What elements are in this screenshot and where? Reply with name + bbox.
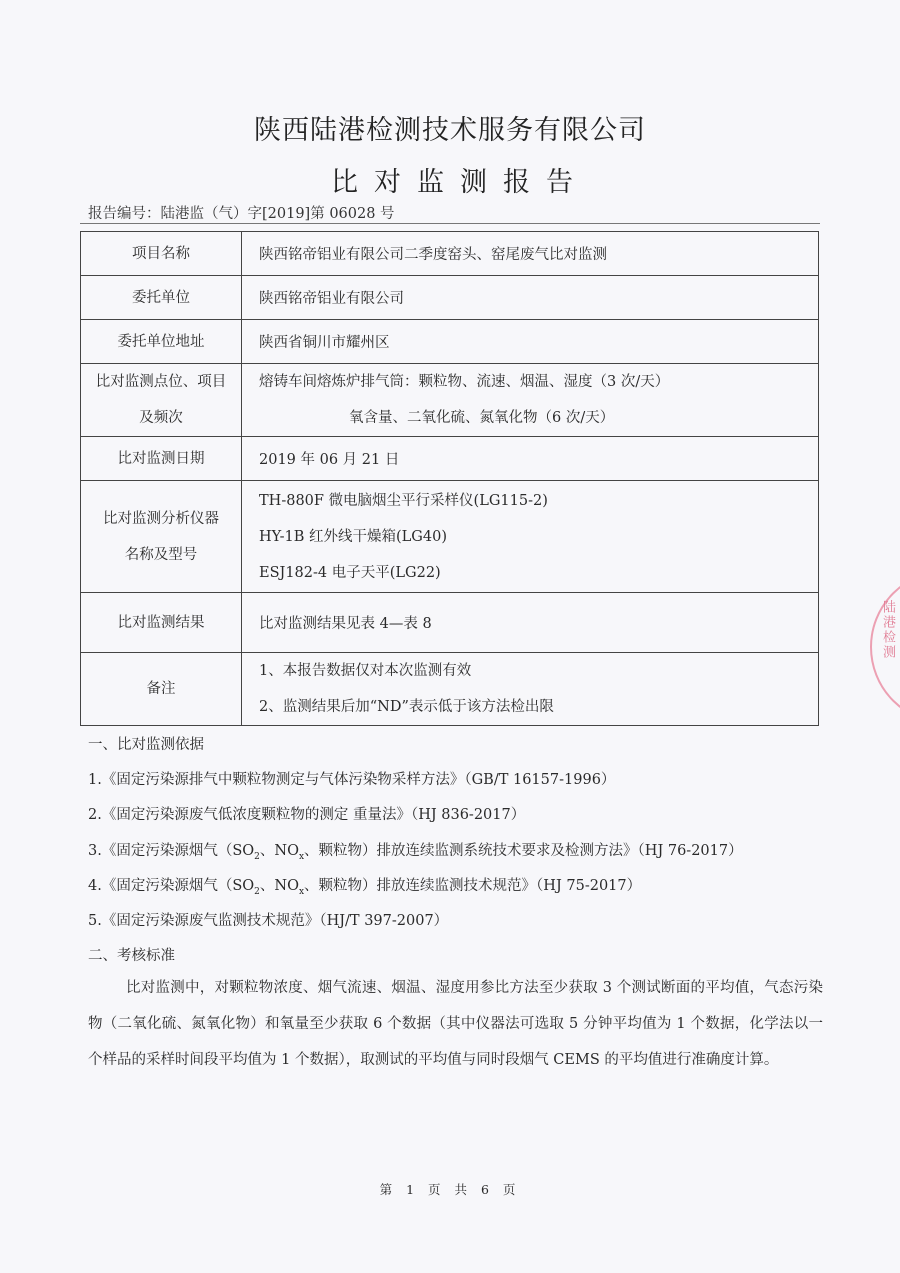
row-value [242, 653, 819, 726]
report-number-value: 陆港监（气）字[2019]第 06028 号 [160, 206, 395, 222]
row-value: 陕西省铜川市耀州区 [242, 320, 819, 364]
table-row [81, 232, 819, 276]
row-value: 陕西铭帝铝业有限公司 [242, 276, 819, 320]
table-row [81, 276, 819, 320]
row-label: 比对监测点位、项目 及频次 [81, 364, 242, 437]
section-heading-basis: 一、比对监测依据 [88, 737, 204, 753]
company-title: 陕西陆港检测技术服务有限公司 [254, 115, 646, 146]
basis-item: 4.《固定污染源烟气（$SO_2$、$NO_x$、颗粒物）排放连续监测技术规范》（HJ 75-2017） [88, 878, 642, 897]
note-item: 1、本报告数据仅对本次监测有效 [259, 663, 472, 679]
row-value: 比对监测结果见表 4—表 8 [242, 593, 819, 653]
row-label: 比对监测结果 [81, 593, 242, 653]
seal-stamp-text: 陆港检测 [880, 600, 895, 660]
basis-item: 2.《固定污染源废气低浓度颗粒物的测定 重量法》（HJ 836-2017） [88, 807, 526, 823]
table-row [81, 364, 819, 437]
info-table [80, 231, 819, 726]
table-row [81, 653, 819, 726]
basis-item: 1.《固定污染源排气中颗粒物测定与气体污染物采样方法》（GB/T 16157-1996） [88, 772, 616, 788]
report-number [88, 202, 395, 223]
row-label: 委托单位地址 [81, 320, 242, 364]
table-row [81, 481, 819, 593]
table-row [81, 593, 819, 653]
table-row [81, 320, 819, 364]
report-number-rule [80, 223, 820, 224]
row-label: 备注 [81, 653, 242, 726]
note-item: 2、监测结果后加“ND”表示低于该方法检出限 [259, 699, 554, 715]
row-label: 比对监测分析仪器 名称及型号 [81, 481, 242, 593]
report-number-label: 报告编号： [88, 206, 161, 222]
basis-item: 3.《固定污染源烟气（$SO_2$、$NO_x$、颗粒物）排放连续监测系统技术要求及检测方法》（HJ 76-2017） [88, 843, 743, 862]
row-value: 熔铸车间熔炼炉排气筒：颗粒物、流速、烟温、湿度（3 次/天） 氧含量、二氧化硫、氮氧化物（6 次/天） [242, 364, 819, 437]
row-value: 陕西铭帝铝业有限公司二季度窑头、窑尾废气比对监测 [242, 232, 819, 276]
basis-item: 5.《固定污染源废气监测技术规范》（HJ/T 397-2007） [88, 913, 449, 929]
row-value [242, 481, 819, 593]
row-label: 比对监测日期 [81, 437, 242, 481]
instrument-item: ESJ182-4 电子天平(LG22) [259, 564, 441, 581]
row-value: 2019 年 06 月 21 日 [242, 437, 819, 481]
section-heading-criteria: 二、考核标准 [88, 948, 175, 964]
report-title: 比对监测报告 [331, 167, 589, 198]
criteria-paragraph: 比对监测中，对颗粒物浓度、烟气流速、烟温、湿度用参比方法至少获取 3 个测试断面的平均值，气态污染物（二氧化硫、氮氧化物）和氧量至少获取 6 个数据（其中仪器法可选取 5 分钟平均值为 1 个数据，化学法以一个样品的采样时间段平均值为 1 个数据），取测试的平均值与同时段烟气 CEMS 的平均值进行准确度计算。 [88, 980, 823, 1068]
page-number: 第 1 页 共 6 页 [379, 1182, 521, 1197]
row-label: 委托单位 [81, 276, 242, 320]
row-label: 项目名称 [81, 232, 242, 276]
instrument-item: TH-880F 微电脑烟尘平行采样仪(LG115-2) [259, 492, 548, 509]
instrument-item: HY-1B 红外线干燥箱(LG40) [259, 528, 447, 545]
table-row [81, 437, 819, 481]
